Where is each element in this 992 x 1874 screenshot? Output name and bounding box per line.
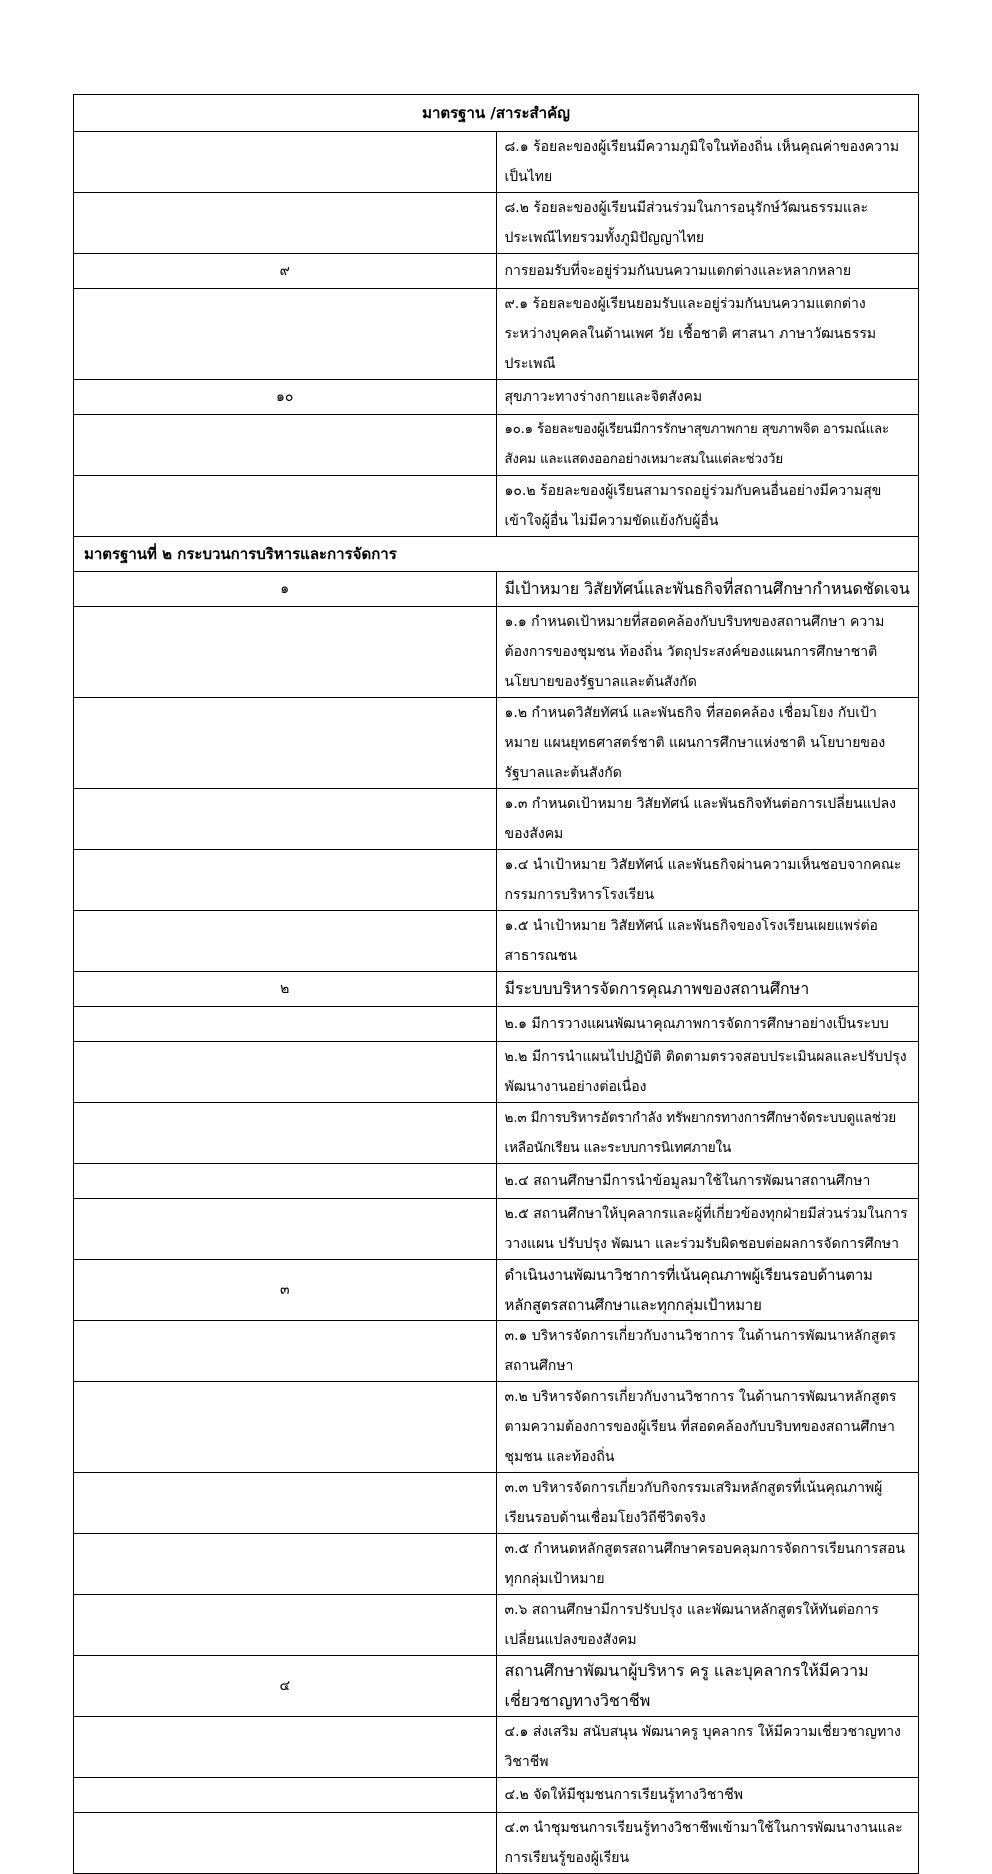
item-number: ๒ [74,972,497,1007]
table-row [74,972,919,1007]
item-number [74,1382,497,1473]
item-text: ๑.๓ กำหนดเป้าหมาย วิสัยทัศน์ และพันธกิจทันต่อการเปลี่ยนแปลงของสังคม [496,789,919,850]
item-number [74,1717,497,1778]
item-text: สถานศึกษาพัฒนาผู้บริหาร ครู และบุคลากรให้มีความเชี่ยวชาญทางวิชาชีพ [496,1656,919,1717]
item-text: มีเป้าหมาย วิสัยทัศน์และพันธกิจที่สถานศึกษากำหนดชัดเจน [496,572,919,607]
item-number [74,1595,497,1656]
table-row [74,607,919,698]
section-heading: มาตรฐานที่ ๒ กระบวนการบริหารและการจัดการ [74,537,919,572]
item-number [74,911,497,972]
table-row [74,1199,919,1260]
item-text: ๘.๒ ร้อยละของผู้เรียนมีส่วนร่วมในการอนุรักษ์วัฒนธรรมและประเพณีไทยรวมทั้งภูมิปัญญาไทย [496,193,919,254]
table-row [74,1260,919,1321]
item-number [74,1199,497,1260]
item-text: ๔.๑ ส่งเสริม สนับสนุน พัฒนาครู บุคลากร ให้มีความเชี่ยวชาญทางวิชาชีพ [496,1717,919,1778]
item-number: ๑๐ [74,380,497,415]
item-text: ๑.๕ นำเป้าหมาย วิสัยทัศน์ และพันธกิจของโรงเรียนเผยแพร่ต่อสาธารณชน [496,911,919,972]
table-row [74,1103,919,1164]
item-number [74,193,497,254]
table-row [74,193,919,254]
item-number [74,1103,497,1164]
table-row [74,415,919,476]
item-text: ๔.๓ นำชุมชนการเรียนรู้ทางวิชาชีพเข้ามาใช้ในการพัฒนางานและการเรียนรู้ของผู้เรียน [496,1813,919,1874]
item-number [74,789,497,850]
table-row [74,789,919,850]
table-row [74,850,919,911]
item-text: ๒.๔ สถานศึกษามีการนำข้อมูลมาใช้ในการพัฒนาสถานศึกษา [496,1164,919,1199]
item-text: ๒.๑ มีการวางแผนพัฒนาคุณภาพการจัดการศึกษาอย่างเป็นระบบ [496,1007,919,1042]
item-number: ๙ [74,254,497,289]
table-row [74,1656,919,1717]
item-text: ๒.๓ มีการบริหารอัตรากำลัง ทรัพยากรทางการศึกษาจัดระบบดูแลช่วยเหลือนักเรียน และระบบการนิเทศภายใน [496,1103,919,1164]
item-number: ๑ [74,572,497,607]
table-row [74,1164,919,1199]
table-row [74,1534,919,1595]
table-row [74,132,919,193]
item-text: มีระบบบริหารจัดการคุณภาพของสถานศึกษา [496,972,919,1007]
table-header: มาตรฐาน /สาระสำคัญ [74,95,919,132]
table-row [74,572,919,607]
table-row [74,1813,919,1874]
item-number: ๓ [74,1260,497,1321]
item-number [74,698,497,789]
item-number: ๔ [74,1656,497,1717]
section-row [74,537,919,572]
table-row [74,1382,919,1473]
item-text: ๔.๒ จัดให้มีชุมชนการเรียนรู้ทางวิชาชีพ [496,1778,919,1813]
table-row [74,380,919,415]
item-number [74,415,497,476]
table-row [74,698,919,789]
table-row [74,1007,919,1042]
item-text: ๓.๒ บริหารจัดการเกี่ยวกับงานวิชาการ ในด้านการพัฒนาหลักสูตรตามความต้องการของผู้เรียน ที่สอดคล้องกับบริบทของสถานศึกษา ชุมชน และท้องถิ่น [496,1382,919,1473]
item-number [74,1813,497,1874]
item-number [74,476,497,537]
item-text: ๙.๑ ร้อยละของผู้เรียนยอมรับและอยู่ร่วมกันบนความแตกต่างระหว่างบุคคลในด้านเพศ วัย เชื้อชาติ ศาสนา ภาษาวัฒนธรรม ประเพณี [496,289,919,380]
item-number [74,132,497,193]
item-text: ๓.๖ สถานศึกษามีการปรับปรุง และพัฒนาหลักสูตรให้ทันต่อการเปลี่ยนแปลงของสังคม [496,1595,919,1656]
item-text: ๒.๒ มีการนำแผนไปปฏิบัติ ติดตามตรวจสอบประเมินผลและปรับปรุงพัฒนางานอย่างต่อเนื่อง [496,1042,919,1103]
item-text: ๑.๒ กำหนดวิสัยทัศน์ และพันธกิจ ที่สอดคล้อง เชื่อมโยง กับเป้าหมาย แผนยุทธศาสตร์ชาติ แผนการศึกษาแห่งชาติ นโยบายของรัฐบาลและต้นสังกัด [496,698,919,789]
item-text: ๓.๑ บริหารจัดการเกี่ยวกับงานวิชาการ ในด้านการพัฒนาหลักสูตรสถานศึกษา [496,1321,919,1382]
item-number [74,1778,497,1813]
item-text: ๑๐.๒ ร้อยละของผู้เรียนสามารถอยู่ร่วมกับคนอื่นอย่างมีความสุข เข้าใจผู้อื่น ไม่มีความขัดแย้งกับผู้อื่น [496,476,919,537]
item-text: ๑.๑ กำหนดเป้าหมายที่สอดคล้องกับบริบทของสถานศึกษา ความต้องการของชุมชน ท้องถิ่น วัตถุประสงค์ของแผนการศึกษาชาติ นโยบายของรัฐบาลและต้นสังกัด [496,607,919,698]
item-number [74,1007,497,1042]
item-number [74,850,497,911]
item-number [74,1164,497,1199]
table-row [74,289,919,380]
item-text: การยอมรับที่จะอยู่ร่วมกันบนความแตกต่างและหลากหลาย [496,254,919,289]
table-row [74,1473,919,1534]
table-row [74,1321,919,1382]
item-number [74,607,497,698]
item-text: ๑.๔ นำเป้าหมาย วิสัยทัศน์ และพันธกิจผ่านความเห็นชอบจากคณะกรรมการบริหารโรงเรียน [496,850,919,911]
item-text: ดำเนินงานพัฒนาวิชาการที่เน้นคุณภาพผู้เรียนรอบด้านตามหลักสูตรสถานศึกษาและทุกกลุ่มเป้าหมาย [496,1260,919,1321]
item-number [74,289,497,380]
table-row [74,254,919,289]
item-number [74,1473,497,1534]
item-text: ๑๐.๑ ร้อยละของผู้เรียนมีการรักษาสุขภาพกาย สุขภาพจิต อารมณ์และสังคม และแสดงออกอย่างเหมาะสมในแต่ละช่วงวัย [496,415,919,476]
table-row [74,476,919,537]
item-text: ๘.๑ ร้อยละของผู้เรียนมีความภูมิใจในท้องถิ่น เห็นคุณค่าของความเป็นไทย [496,132,919,193]
table-row [74,911,919,972]
item-number [74,1321,497,1382]
table-row [74,1595,919,1656]
table-header-row [74,95,919,132]
item-text: ๓.๓ บริหารจัดการเกี่ยวกับกิจกรรมเสริมหลักสูตรที่เน้นคุณภาพผู้เรียนรอบด้านเชื่อมโยงวิถีชีวิตจริง [496,1473,919,1534]
table-row [74,1717,919,1778]
item-text: ๒.๕ สถานศึกษาให้บุคลากรและผู้ที่เกี่ยวข้องทุกฝ่ายมีส่วนร่วมในการวางแผน ปรับปรุง พัฒนา และร่วมรับผิดชอบต่อผลการจัดการศึกษา [496,1199,919,1260]
standards-table [73,94,919,1874]
item-number [74,1534,497,1595]
table-row [74,1042,919,1103]
item-text: สุขภาวะทางร่างกายและจิตสังคม [496,380,919,415]
item-text: ๓.๕ กำหนดหลักสูตรสถานศึกษาครอบคลุมการจัดการเรียนการสอนทุกกลุ่มเป้าหมาย [496,1534,919,1595]
item-number [74,1042,497,1103]
table-row [74,1778,919,1813]
